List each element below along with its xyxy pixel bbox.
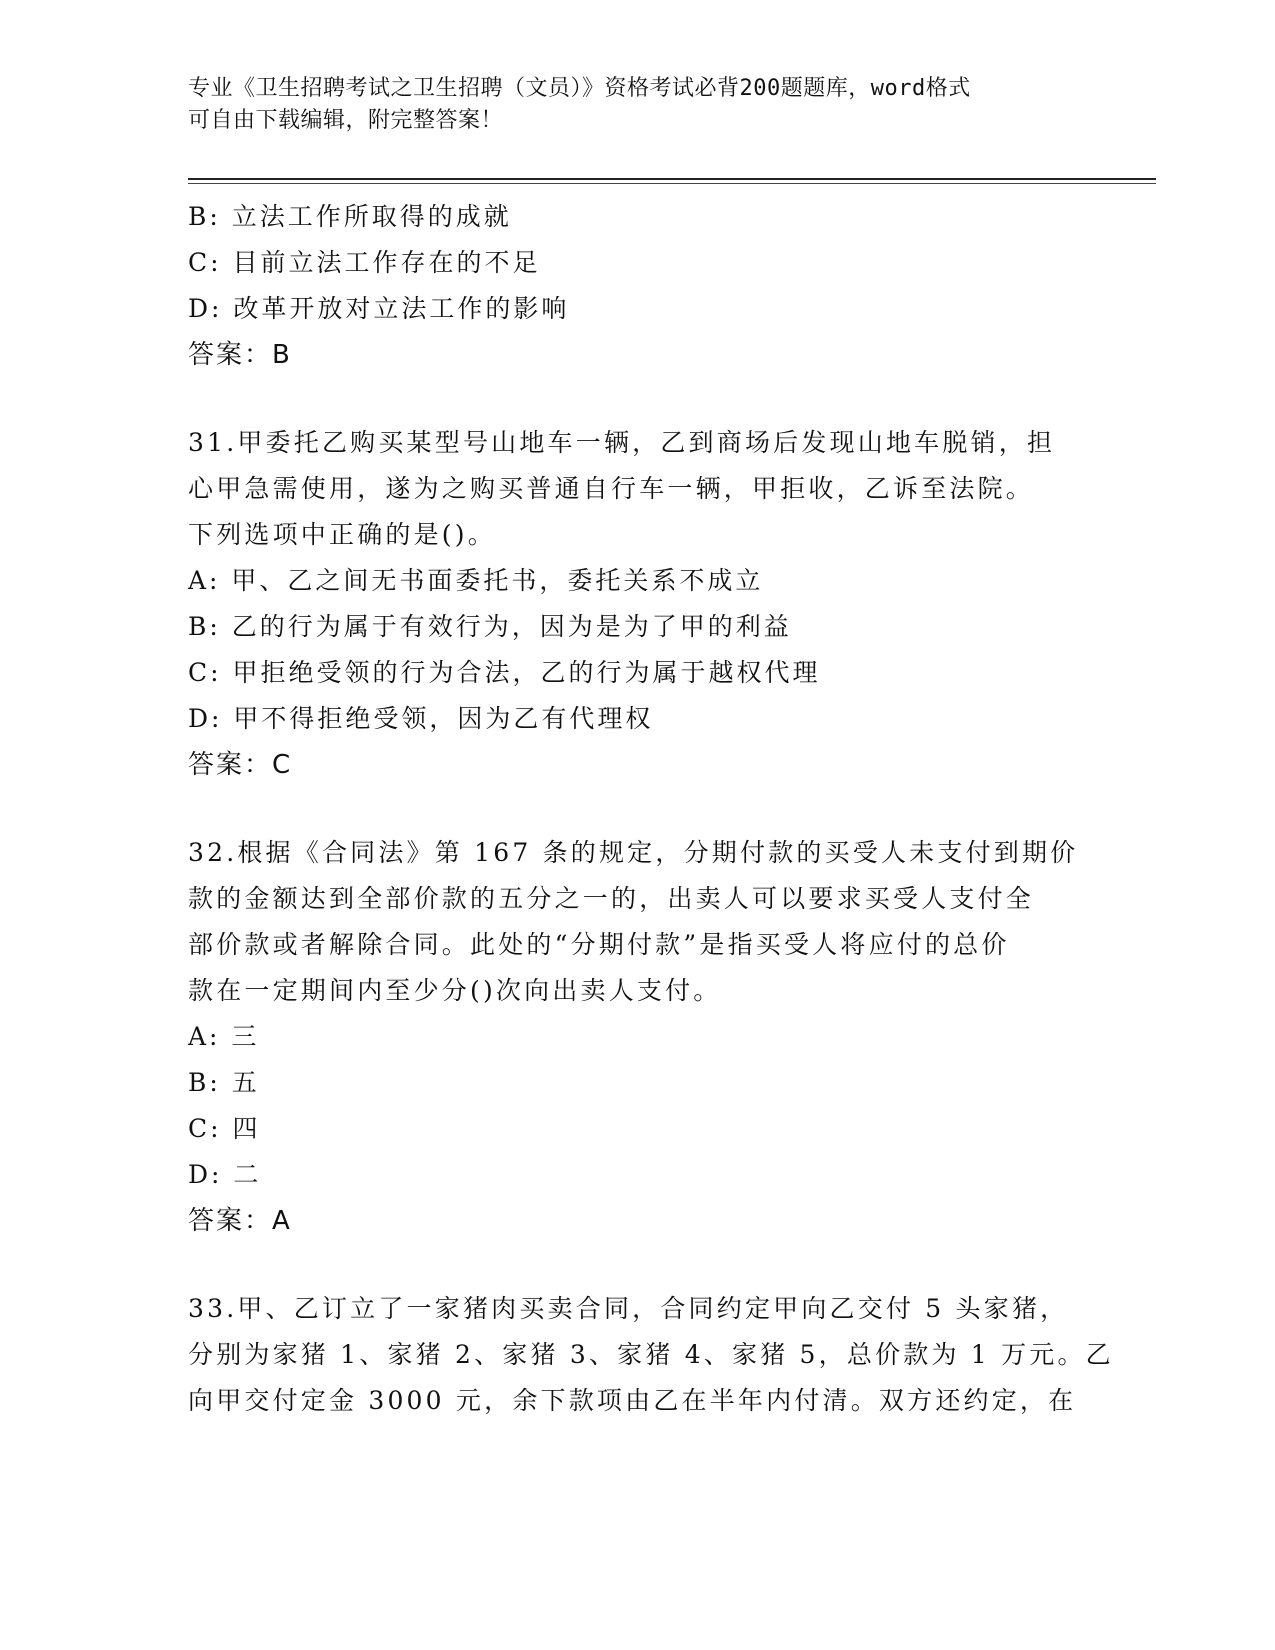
- question-30-continued: [188, 194, 1088, 378]
- stem-line: 心甲急需使用，遂为之购买普通自行车一辆，甲拒收，乙诉至法院。: [188, 474, 1035, 503]
- stem-line: 32.根据《合同法》第 167 条的规定，分期付款的买受人未支付到期价: [188, 838, 1079, 867]
- stem-line: 款在一定期间内至少分()次向出卖人支付。: [188, 976, 722, 1005]
- question-31: [188, 420, 1088, 788]
- header-divider-thick: [188, 178, 1156, 180]
- option-c: C: 目前立法工作存在的不足: [188, 248, 541, 277]
- header-divider-thin: [188, 183, 1156, 184]
- question-33: [188, 1286, 1114, 1424]
- option-d: D: 二: [188, 1160, 262, 1189]
- option-b: B: 立法工作所取得的成就: [188, 202, 512, 231]
- stem-line: 向甲交付定金 3000 元，余下款项由乙在半年内付清。双方还约定，在: [188, 1386, 1077, 1415]
- spacer: [188, 378, 1088, 420]
- question-stem: [188, 420, 1088, 558]
- question-stem: [188, 1286, 1114, 1424]
- header-line-1: 专业《卫生招聘考试之卫生招聘（文员）》资格考试必背200题题库，word格式: [188, 76, 971, 101]
- stem-line: 分别为家猪 1、家猪 2、家猪 3、家猪 4、家猪 5，总价款为 1 万元。乙: [188, 1340, 1114, 1369]
- option-d: D: 改革开放对立法工作的影响: [188, 294, 570, 323]
- stem-line: 33.甲、乙订立了一家猪肉买卖合同，合同约定甲向乙交付 5 头家猪，: [188, 1294, 1069, 1323]
- option-d: D: 甲不得拒绝受领，因为乙有代理权: [188, 704, 654, 733]
- answer-line: 答案：B: [188, 340, 292, 370]
- header-line-2: 可自由下载编辑，附完整答案！: [188, 108, 504, 133]
- answer-line: 答案：C: [188, 750, 293, 780]
- stem-line: 部价款或者解除合同。此处的“分期付款”是指买受人将应付的总价: [188, 930, 1010, 959]
- option-b: B: 乙的行为属于有效行为，因为是为了甲的利益: [188, 612, 792, 641]
- spacer: [188, 1244, 1088, 1286]
- option-c: C: 甲拒绝受领的行为合法，乙的行为属于越权代理: [188, 658, 821, 687]
- answer-line: 答案：A: [188, 1206, 292, 1236]
- question-32: [188, 830, 1088, 1244]
- document-header: [188, 73, 1088, 137]
- option-c: C: 四: [188, 1114, 261, 1143]
- option-a: A: 三: [188, 1022, 260, 1051]
- spacer: [188, 788, 1088, 830]
- stem-line: 下列选项中正确的是()。: [188, 520, 496, 549]
- question-content: [188, 194, 1114, 1424]
- stem-line: 31.甲委托乙购买某型号山地车一辆，乙到商场后发现山地车脱销，担: [188, 428, 1056, 457]
- option-b: B: 五: [188, 1068, 260, 1097]
- question-stem: [188, 830, 1088, 1014]
- option-a: A: 甲、乙之间无书面委托书，委托关系不成立: [188, 566, 764, 595]
- stem-line: 款的金额达到全部价款的五分之一的，出卖人可以要求买受人支付全: [188, 884, 1035, 913]
